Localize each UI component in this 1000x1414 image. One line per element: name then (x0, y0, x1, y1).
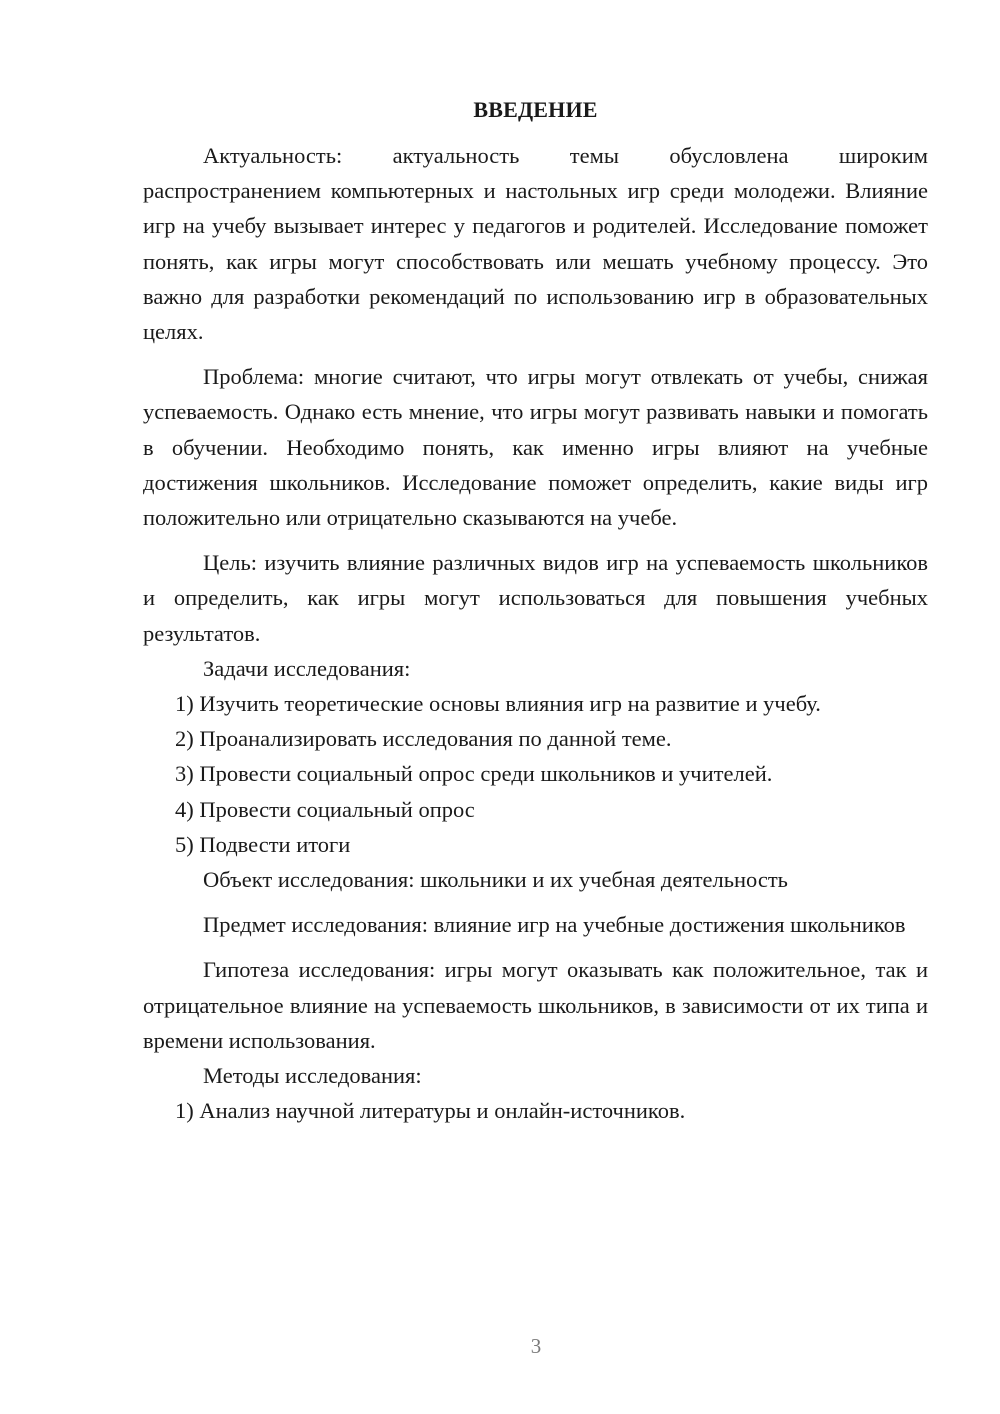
goal-paragraph: Цель: изучить влияние различных видов игр на успеваемость школьников и определить, как игры могут использоваться для повышения учебных результатов. (143, 550, 928, 646)
list-item: 1) Изучить теоретические основы влияния игр на развитие и учебу. (175, 691, 821, 717)
subject-paragraph: Предмет исследования: влияние игр на учебные достижения школьников (203, 912, 906, 938)
relevance-paragraph: Актуальность: актуальность темы обусловлена широким распространением компьютерных и настольных игр среди молодежи. Влияние игр на учебу вызывает интерес у педагогов и родителей. Исследование поможет понять, как игры могут способствовать или мешать учебному процессу. Это важно для разработки рекомендаций по использованию игр в образовательных целях. (143, 143, 928, 345)
list-item: 1) Анализ научной литературы и онлайн-источников. (175, 1098, 686, 1124)
list-item: 2) Проанализировать исследования по данной теме. (175, 726, 672, 752)
page-number: 3 (530, 1334, 542, 1358)
tasks-list (143, 686, 928, 862)
list-item: 5) Подвести итоги (175, 831, 351, 857)
methods-heading: Методы исследования: (203, 1063, 422, 1089)
methods-list (143, 1093, 928, 1128)
hypothesis-paragraph: Гипотеза исследования: игры могут оказывать как положительное, так и отрицательное влияние на успеваемость школьников, в зависимости от их типа и времени использования. (143, 957, 928, 1053)
document-page (143, 92, 928, 1128)
list-item: 3) Провести социальный опрос среди школьников и учителей. (175, 761, 773, 787)
list-item: 4) Провести социальный опрос (175, 796, 475, 822)
tasks-heading: Задачи исследования: (203, 655, 411, 681)
object-paragraph: Объект исследования: школьники и их учебная деятельность (203, 867, 788, 893)
section-title: ВВЕДЕНИЕ (473, 97, 598, 122)
problem-paragraph: Проблема: многие считают, что игры могут отвлекать от учебы, снижая успеваемость. Однако есть мнение, что игры могут развивать навыки и помогать в обучении. Необходимо понять, как именно игры влияют на учебные достижения школьников. Исследование поможет определить, какие виды игр положительно или отрицательно сказываются на учебе. (143, 364, 928, 531)
